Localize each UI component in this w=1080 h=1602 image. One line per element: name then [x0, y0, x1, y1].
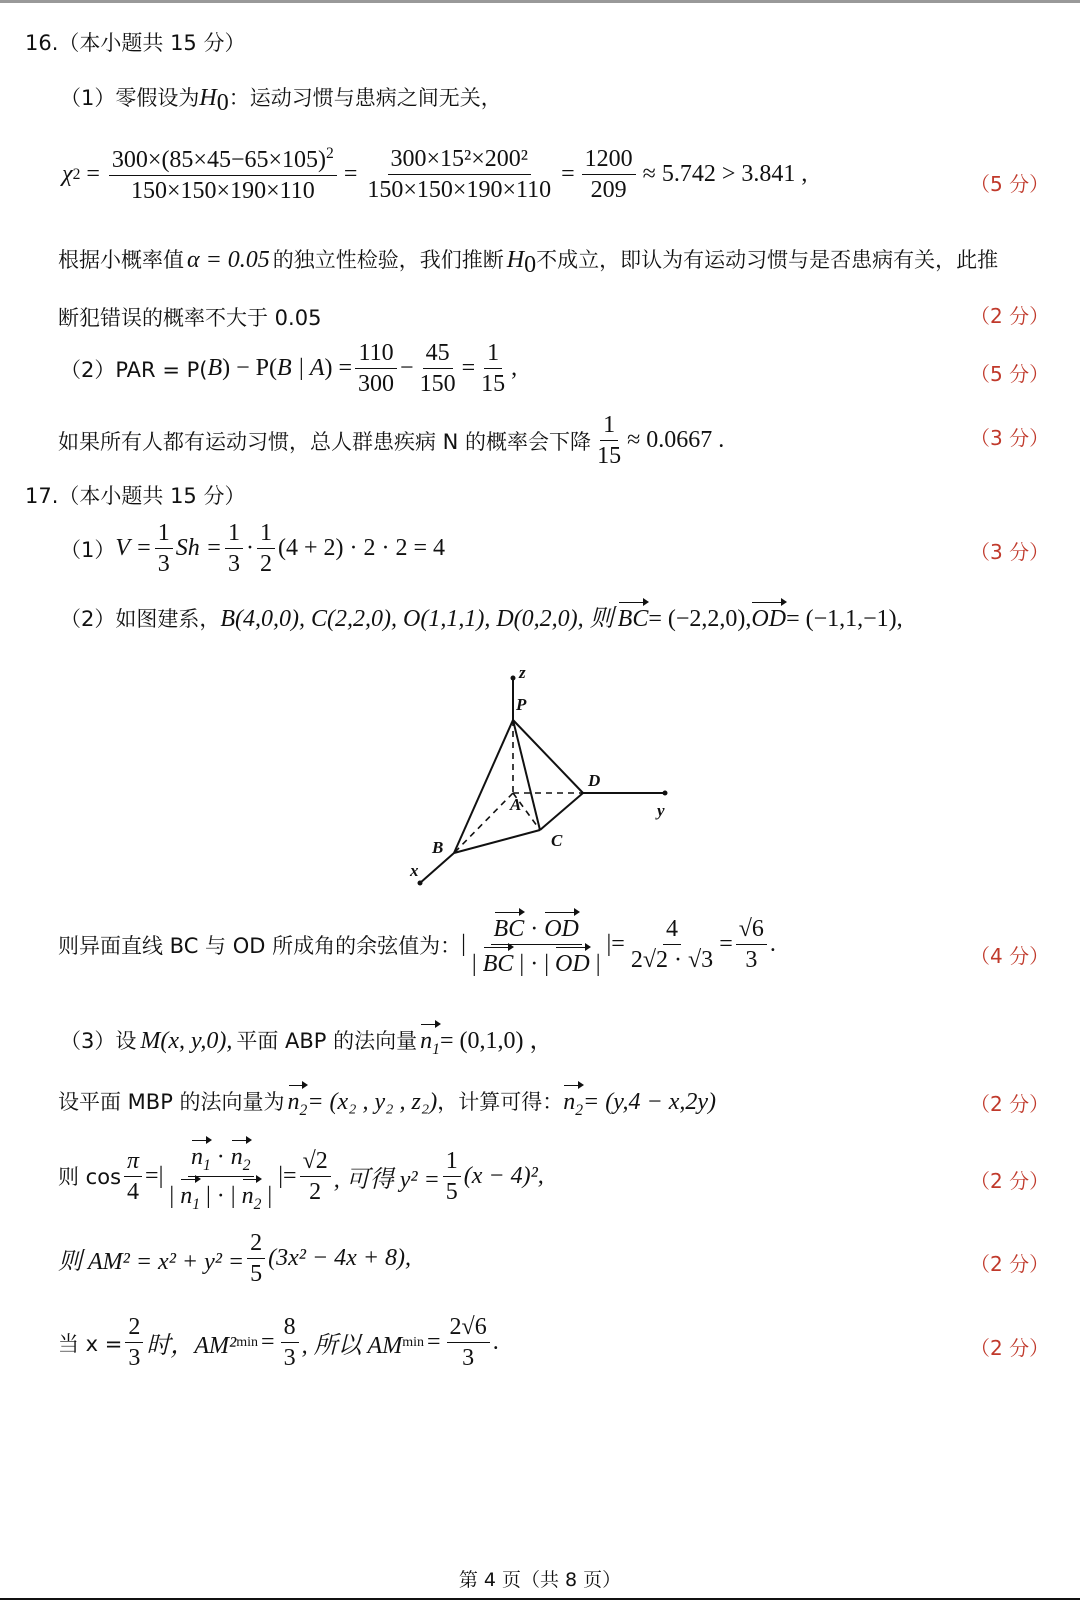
- vf3-den: 2: [260, 551, 272, 578]
- edge-bc: [454, 830, 540, 853]
- am-frac: [247, 1230, 265, 1288]
- am-num: 2: [247, 1230, 265, 1259]
- par-b: B: [207, 355, 223, 382]
- vector-od-val: = (−1,1,−1),: [786, 606, 903, 632]
- min-c: =: [261, 1329, 275, 1356]
- min-a: 当 x =: [58, 1331, 123, 1356]
- q17-part2-line: [60, 598, 903, 633]
- label-a: A: [510, 795, 522, 814]
- label-p: P: [516, 695, 527, 714]
- cos2-b: , 可得 y² =: [333, 1166, 440, 1193]
- cos-frac-vec: $\frac{BC \cdot OD}{| BC | \cdot | OD |}$: [469, 912, 604, 978]
- par-val-frac: [594, 412, 624, 470]
- vector-bc: BC: [618, 602, 649, 633]
- concl-a: 根据小概率值: [58, 248, 184, 272]
- score-par: （5 分）: [970, 362, 1050, 386]
- am-a: 则 AM² = x² + y² =: [58, 1249, 245, 1276]
- cos-f2-den: 2√2 · √3: [630, 947, 714, 974]
- cos-frac-2: [628, 916, 716, 974]
- min-sub2: min: [402, 1334, 424, 1350]
- cos2-5: 5: [445, 1178, 458, 1205]
- min-r-den: 3: [462, 1345, 475, 1372]
- chi-f2-den: 150×150×190×110: [367, 177, 552, 204]
- min-x-frac: [125, 1314, 143, 1372]
- cos2-rhs-den: 2: [309, 1178, 322, 1205]
- chi-tail: ≈ 5.742 > 3.841 ,: [642, 161, 808, 188]
- cos2-a: 则 cos: [58, 1165, 122, 1190]
- q17-part1-line: （1） V = $\frac{1}{3}$ Sh = $\frac{1}{3}$ · $\frac{1}{2}$ (4 + 2) · 2 · 2 = 4: [60, 520, 446, 578]
- h0-subscript-2: 0: [524, 252, 537, 279]
- q17-p3-label: （3）设: [60, 1029, 137, 1053]
- volume-v: V =: [115, 535, 152, 562]
- min-v-num: 8: [281, 1314, 299, 1343]
- score-n2: （2 分）: [970, 1092, 1050, 1116]
- par-text: 如果所有人都有运动习惯，总人群患疾病 N 的概率会下降: [58, 429, 592, 454]
- alpha-value: α = 0.05: [187, 247, 270, 273]
- q17-p2-points: B(4,0,0), C(2,2,0), O(1,1,1), D(0,2,0), 则: [220, 606, 614, 632]
- cos2-vec-frac: $\frac{n_1 \cdot n_2}{| n_1 | \cdot | n_2 |}$: [166, 1140, 275, 1213]
- label-c: C: [551, 831, 563, 850]
- n2-text: 设平面 MBP 的法向量为: [58, 1090, 285, 1114]
- cos-text: 则异面直线 BC 与 OD 所成角的余弦值为：: [58, 933, 462, 958]
- volume-frac-1-3b: [225, 520, 243, 578]
- cos2-pi-frac: [124, 1148, 142, 1206]
- q16-part1-label: （1）零假设为: [60, 86, 200, 110]
- volume-tail: (4 + 2) · 2 · 2 = 4: [278, 535, 446, 562]
- q16-conclusion-line1: [58, 244, 998, 279]
- min-x-den: 3: [128, 1345, 141, 1372]
- chi-f3-num: 1200: [582, 146, 636, 175]
- min-e: =: [427, 1329, 441, 1356]
- cos-frac-3: [736, 916, 767, 974]
- z-axis-dot: [511, 676, 516, 681]
- y-axis-dot: [663, 791, 668, 796]
- min-line: [58, 1314, 499, 1372]
- score-am: （2 分）: [970, 1252, 1050, 1276]
- label-b: B: [432, 838, 444, 857]
- q16-heading: 16.（本小题共 15 分）: [25, 31, 246, 55]
- cos-od: OD: [544, 912, 579, 942]
- vf3-num: 1: [257, 520, 275, 549]
- par-frac-3: [478, 340, 508, 398]
- pyramid-figure: [400, 660, 700, 900]
- chi-f1-den: 150×150×190×110: [131, 178, 315, 205]
- par-ba: B | A: [277, 355, 325, 382]
- score-par-b: （3 分）: [970, 426, 1050, 450]
- vf1-num: 1: [155, 520, 173, 549]
- edge-pb: [454, 720, 513, 853]
- score-volume: （3 分）: [970, 540, 1050, 564]
- n2-calc: ，计算可得：: [437, 1090, 564, 1114]
- min-d: , 所以 AM: [301, 1333, 403, 1360]
- cos2-pi: π: [124, 1148, 142, 1177]
- chi-f1-num: 300×(85×45−65×105): [111, 147, 327, 173]
- q17-p1-label: （1）: [60, 537, 116, 562]
- min-r-frac: [447, 1314, 490, 1372]
- par-frac-2: [417, 340, 459, 398]
- point-m: M(x, y,0),: [140, 1028, 233, 1054]
- q16-part1-rest: ：运动习惯与患病之间无关，: [228, 86, 502, 110]
- par-val-num: 1: [600, 412, 618, 441]
- q17-heading: 17.（本小题共 15 分）: [25, 484, 246, 508]
- vf1-den: 3: [157, 551, 170, 578]
- q16-part2-conclusion: [58, 412, 724, 470]
- h0-subscript: 0: [216, 90, 229, 117]
- score-cos2: （2 分）: [970, 1169, 1050, 1193]
- par-mid: ) − P(: [222, 355, 277, 382]
- par-f2-den: 150: [419, 371, 456, 398]
- min-x-num: 2: [125, 1314, 143, 1343]
- chi-frac-2: [364, 146, 554, 204]
- min-r-num: 2√6: [447, 1314, 490, 1343]
- cos-f3-num: √6: [736, 916, 767, 945]
- top-rule: [0, 0, 1080, 3]
- volume-sh: Sh =: [175, 535, 222, 562]
- min-b: 时，AM²: [146, 1333, 237, 1360]
- chi-f2-num: 300×15²×200²: [388, 146, 531, 175]
- vector-bc-val: = (−2,2,0),: [648, 606, 752, 632]
- score-conclusion: （2 分）: [970, 304, 1050, 328]
- page-footer: 第 4 页（共 8 页）: [458, 1569, 622, 1591]
- q17-part3-line: [60, 1020, 553, 1059]
- par-frac-1: [355, 340, 397, 398]
- cos2-1: 1: [443, 1148, 461, 1177]
- label-y: y: [657, 801, 665, 820]
- label-z: z: [519, 663, 526, 682]
- score-min: （2 分）: [970, 1336, 1050, 1360]
- h0-symbol: H: [199, 85, 217, 111]
- cos2-line: 则 cos $\frac{\pi}{4}$ =| $\frac{n_1 \cdot n_2}{| n_1 | \cdot | n_2 |}$ |= $\frac{√2}{2}$ , 可得 y² = $\frac{1}{5}$ (x − 4)²,: [58, 1140, 544, 1213]
- par-val-den: 15: [597, 443, 622, 470]
- vector-n1: $n_1$: [420, 1024, 440, 1059]
- chi-square-formula: χ 2 = $\frac{300\times(85\times 45-65\times 105)^2}{150\times 150\times 190\times 110}$ = $\frac{\text{300×15²×200²}}{150\times 150\times 190\times 110}$ = $\frac{1200}{209}$ ≈ 5.742 > 3.841 ,: [62, 145, 808, 205]
- par-f1-num: 110: [355, 340, 396, 369]
- cos2-c: (x − 4)²,: [463, 1162, 544, 1189]
- chi-frac-1: $\frac{300\times(85\times 45-65\times 105)^2}{150\times 150\times 190\times 110}$: [109, 145, 337, 205]
- par-f1-den: 300: [358, 371, 395, 398]
- cos2-4: 4: [127, 1178, 140, 1205]
- edge-ab: [454, 793, 513, 853]
- q17-p2-label: （2）如图建系，: [60, 607, 221, 631]
- cos2-rhs-num: √2: [300, 1148, 331, 1177]
- vf2-den: 3: [228, 551, 240, 578]
- q16-part2-line: （2）PAR = P( B ) − P( B | A ) = $\frac{110}{300}$ − $\frac{45}{150}$ = $\frac{1}{15}$ ,: [60, 340, 518, 398]
- vector-od: OD: [751, 602, 786, 633]
- chi-frac-3: [582, 146, 636, 204]
- vf2-num: 1: [225, 520, 243, 549]
- min-v-frac: [281, 1314, 299, 1372]
- cos-line: 则异面直线 BC 与 OD 所成角的余弦值为： | $\frac{BC \cdot OD}{| BC | \cdot | OD |}$ |= $\frac{4}{2√2 \cdot √3}$ = $\frac{√6}{3}$ .: [58, 912, 776, 978]
- vector-n2: $n_2$: [288, 1085, 308, 1120]
- cos-f2-num: 4: [663, 916, 681, 945]
- label-d: D: [588, 771, 601, 790]
- par-end: ) =: [324, 355, 353, 382]
- min-v-den: 3: [283, 1345, 296, 1372]
- cos2-rhs: [300, 1148, 331, 1206]
- par-val-tail: ≈ 0.0667 .: [627, 427, 725, 454]
- concl-b: 的独立性检验，我们推断: [272, 248, 504, 272]
- chi-f3-den: 209: [590, 177, 627, 204]
- min-sub: min: [236, 1334, 259, 1350]
- edge-cd: [540, 793, 583, 830]
- volume-frac-1-2: [257, 520, 275, 578]
- score-cos: （4 分）: [970, 944, 1050, 968]
- score-chi: （5 分）: [970, 172, 1050, 196]
- par-f3-num: 1: [484, 340, 502, 369]
- cos-od-den: OD: [555, 947, 590, 977]
- min-end: .: [492, 1329, 499, 1356]
- vector-n2b: $n_2$: [563, 1085, 583, 1120]
- h0-symbol-2: H: [506, 247, 525, 273]
- label-x: x: [410, 861, 419, 880]
- par-f3-den: 15: [481, 371, 506, 398]
- am-b: (3x² − 4x + 8),: [268, 1245, 412, 1272]
- cos-bc: BC: [494, 912, 525, 942]
- q16-conclusion-line2: 断犯错误的概率不大于 0.05: [58, 306, 322, 330]
- am-line: [58, 1230, 411, 1288]
- am-den: 5: [250, 1261, 263, 1288]
- q17-p3-text: 平面 ABP 的法向量: [236, 1029, 418, 1053]
- n2-line: [58, 1085, 716, 1120]
- cos2-1-5: [443, 1148, 461, 1206]
- n2-val: = (y,4 − x,2y): [583, 1089, 717, 1115]
- vector-n1-val: = (0,1,0) ，: [439, 1028, 554, 1054]
- concl-c: 不成立，即认为有运动习惯与是否患病有关，此推: [536, 248, 999, 272]
- bottom-rule: [0, 1598, 1080, 1600]
- volume-frac-1-3: [155, 520, 173, 578]
- chi-symbol: χ: [62, 161, 73, 188]
- par-label: （2）PAR = P(: [60, 357, 208, 382]
- par-f2-num: 45: [423, 340, 453, 369]
- x-axis-dot: [418, 881, 423, 886]
- edge-pd: [513, 720, 583, 793]
- cos-bc-den: BC: [483, 947, 514, 977]
- x-axis: [420, 853, 454, 883]
- q16-part1-line: [60, 82, 502, 117]
- n2-def: = (x₂ , y₂ , z₂): [307, 1089, 438, 1115]
- cos-f3-den: 3: [745, 947, 758, 974]
